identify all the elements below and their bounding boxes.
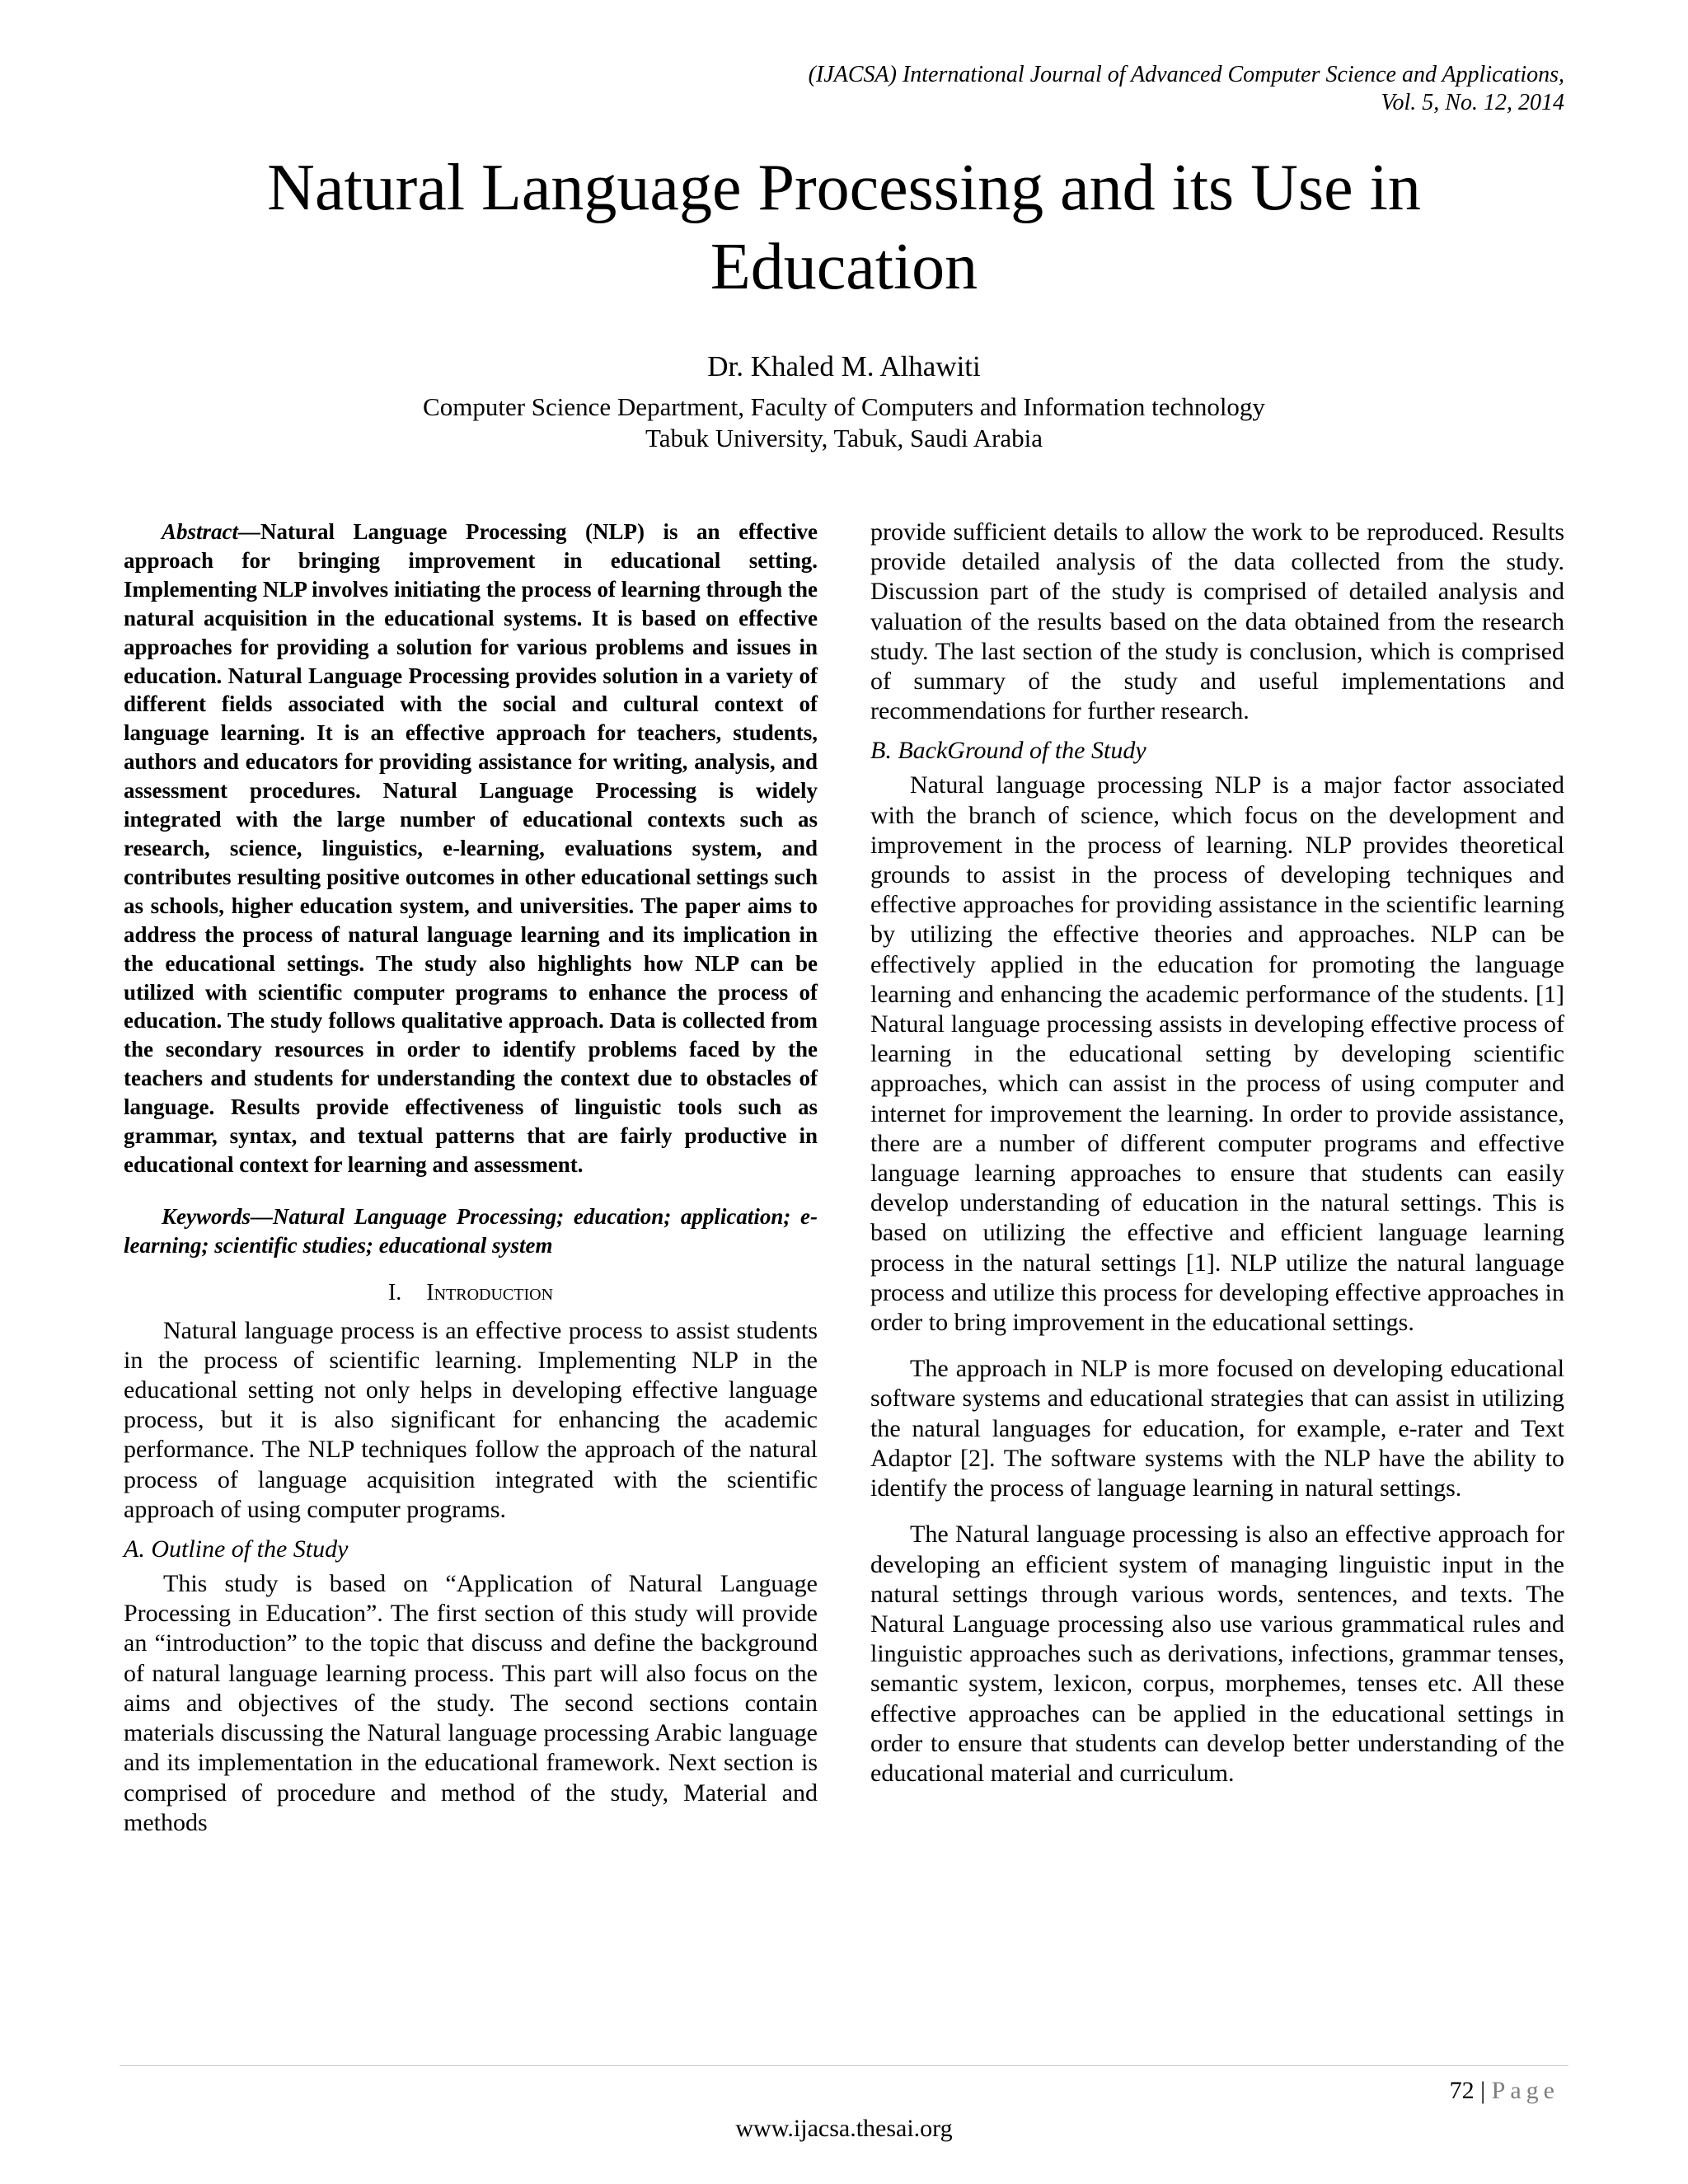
background-paragraph-1: Natural language processing NLP is a major factor associated with the branch of science, which focus on the development and improvement in the process of learning. NLP provides theoretical grounds to assist in the process of developing techniques and effective approaches for providing assistance in the scientific learning by utilizing the effective theories and approaches. NLP can be effectively applied in the education for promoting the language learning and enhancing the academic performance of the students. [1] Natural language processing assists in developing effective process of learning in the educational setting by developing scientific approaches, which can assist in the process of using computer and internet for improvement the learning. In order to provide assistance, there are a number of different computer programs and effective language learning approaches to ensure that students can easily develop understanding of education in the natural settings. This is based on utilizing the effective and efficient language learning process in the natural settings [1]. NLP utilize the natural language process and utilize this process for developing effective approaches in order to bring improvement in the educational settings. — [870, 771, 1564, 1337]
left-column — [124, 518, 818, 1838]
author-affiliation-univ: Tabuk University, Tabuk, Saudi Arabia — [645, 424, 1043, 452]
journal-volume: Vol. 5, No. 12, 2014 — [1381, 89, 1564, 115]
right-column — [870, 518, 1564, 1788]
keywords: Keywords—Natural Language Processing; education; application; e-learning; scientific studies; educational system — [124, 1203, 818, 1258]
paper-title — [0, 148, 1688, 307]
paper-title-line1: Natural Language Processing and its Use in — [267, 152, 1421, 224]
author-affiliation-dept: Computer Science Department, Faculty of Computers and Information technology — [423, 392, 1265, 421]
subsection-heading-outline: A. Outline of the Study — [124, 1535, 349, 1563]
footer-url: www.ijacsa.thesai.org — [735, 2115, 953, 2142]
page-number-value: 72 | — [1449, 2077, 1486, 2104]
footer-divider — [120, 2065, 1568, 2066]
section-heading-introduction — [124, 1278, 818, 1308]
background-paragraph-3: The Natural language processing is also an effective approach for developing an efficient system of managing linguistic input in the natural settings through various words, sentences, and texts. The Natural Language processing also use various grammatical rules and linguistic approaches such as derivations, infections, grammar tenses, semantic system, lexicon, corpus, morphemes, tenses etc. All these effective approaches can be applied in the educational settings in order to ensure that students can develop better understanding of the educational material and curriculum. — [870, 1521, 1564, 1787]
abstract-lead: Abstract— — [162, 519, 261, 544]
outline-paragraph-continued: provide sufficient details to allow the work to be reproduced. Results provide detailed analysis of the data collected from the study. Discussion part of the study is comprised of detailed analysis and valuation of the results based on the data obtained from the research study. The last section of the study is conclusion, which is comprised of summary of the study and useful implementations and recommendations for further research. — [870, 518, 1564, 725]
abstract — [124, 518, 818, 1179]
abstract-text: Natural Language Processing (NLP) is an effective approach for bringing improvement in educational setting. Implementing NLP involves initiating the process of learning through the natural acquisition in the educational systems. It is based on effective approaches for providing a solution for various problems and issues in education. Natural Language Processing provides solution in a variety of different fields associated with the social and cultural context of language learning. It is an effective approach for teachers, students, authors and educators for providing assistance for writing, analysis, and assessment procedures. Natural Language Processing is widely integrated with the large number of educational contexts such as research, science, linguistics, e-learning, evaluations system, and contributes resulting positive outcomes in other educational settings such as schools, higher education system, and universities. The paper aims to address the process of natural language learning and its implication in the educational settings. The study also highlights how NLP can be utilized with scientific computer programs to enhance the process of education. The study follows qualitative approach. Data is collected from the secondary resources in order to identify problems faced by the teachers and students for understanding the context due to obstacles of language. Results provide effectiveness of linguistic tools such as grammar, syntax, and textual patterns that are fairly productive in educational context for learning and assessment. — [124, 519, 818, 1177]
background-paragraph-2: The approach in NLP is more focused on developing educational software systems and educational strategies that can assist in utilizing the natural languages for education, for example, e-rater and Text Adaptor [2]. The software systems with the NLP have the ability to identify the process of language learning in natural settings. — [870, 1355, 1564, 1502]
section-title: Introduction — [426, 1279, 554, 1305]
outline-paragraph: This study is based on “Application of Natural Language Processing in Education”. The first section of this study will provide an “introduction” to the topic that discuss and define the background of natural language learning process. This part will also focus on the aims and objectives of the study. The second sections contain materials discussing the Natural language processing Arabic language and its implementation in the educational framework. Next section is comprised of procedure and method of the study, Material and methods — [124, 1570, 818, 1836]
journal-header — [809, 61, 1564, 116]
subsection-heading-background: B. BackGround of the Study — [870, 737, 1146, 765]
section-number: I. — [387, 1279, 402, 1305]
page-number — [1450, 2077, 1559, 2105]
page-number-label: Page — [1491, 2077, 1559, 2104]
intro-paragraph: Natural language process is an effective process to assist students in the process of scientific learning. Implementing NLP in the educational setting not only helps in developing effective language process, but it is also significant for enhancing the academic performance. The NLP techniques follow the approach of the natural process of language acquisition integrated with the scientific approach of using computer programs. — [124, 1316, 818, 1523]
author-name: Dr. Khaled M. Alhawiti — [707, 350, 981, 382]
paper-title-line2: Education — [710, 231, 978, 303]
journal-name: (IJACSA) International Journal of Advanced Computer Science and Applications, — [808, 62, 1564, 87]
